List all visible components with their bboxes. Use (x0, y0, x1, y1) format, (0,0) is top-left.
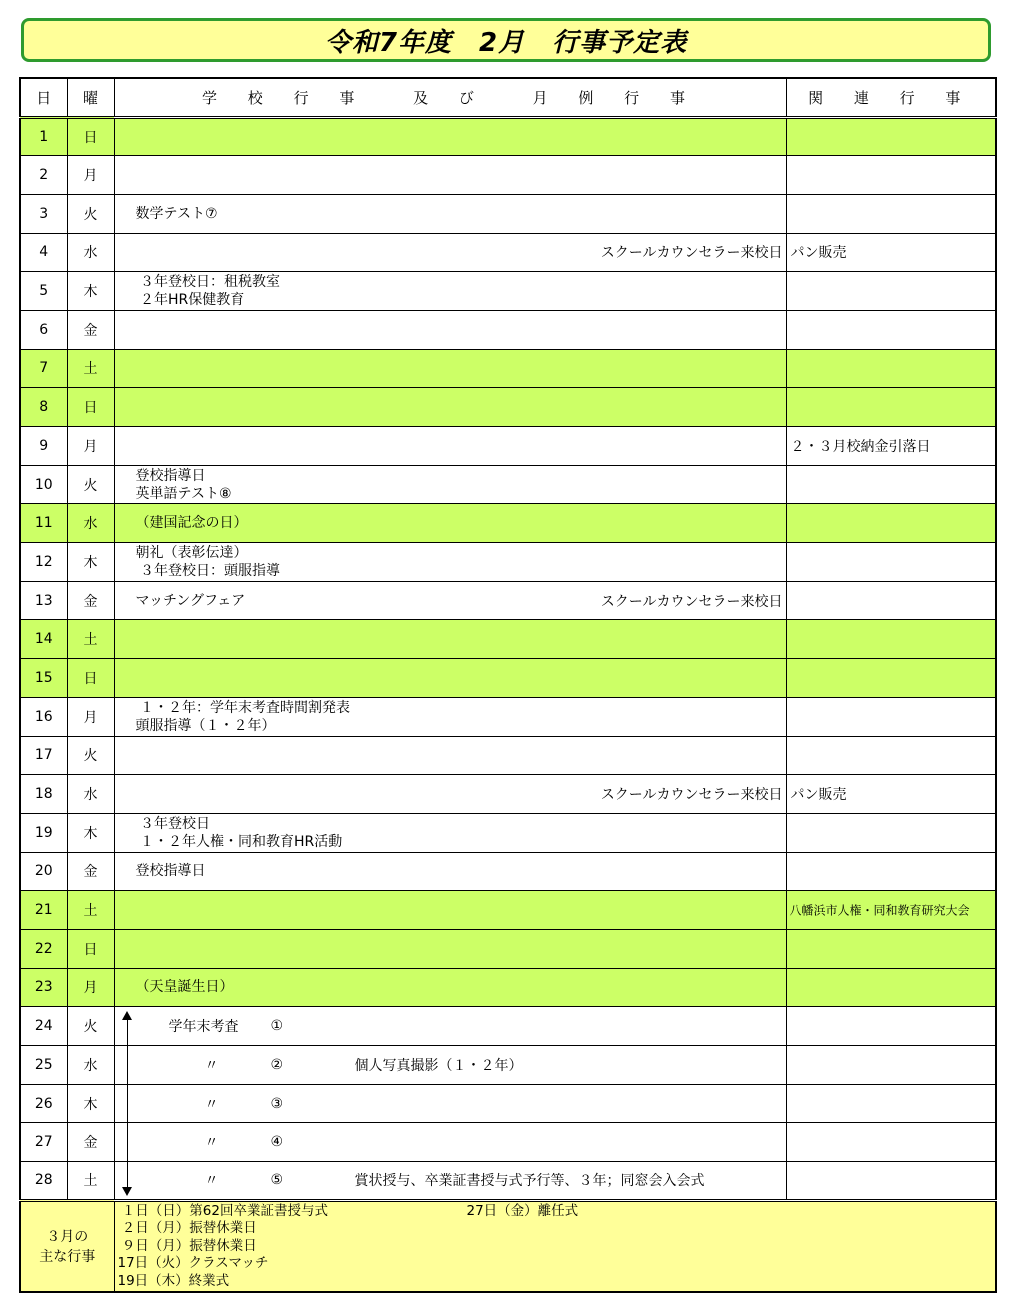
weekday: 火 (67, 465, 114, 504)
related-event-cell (786, 659, 996, 698)
event-text: ３年登校日 １・２年人権・同和教育HR活動 (139, 815, 343, 850)
school-event-cell (114, 349, 786, 388)
day-number: 13 (20, 581, 67, 620)
day-row (20, 891, 996, 930)
day-row (20, 504, 996, 543)
related-event-cell (786, 465, 996, 504)
related-event-cell (786, 310, 996, 349)
day-row (20, 349, 996, 388)
day-row (20, 1084, 996, 1123)
exam-number: ② (270, 1056, 284, 1073)
day-number: 2 (20, 156, 67, 195)
day-number: 22 (20, 929, 67, 968)
day-row (20, 156, 996, 195)
event-text: マッチングフェア (135, 592, 246, 609)
school-event-cell (114, 1084, 786, 1123)
weekday: 月 (67, 427, 114, 466)
day-number: 12 (20, 543, 67, 582)
exam-label: 〃 (204, 1173, 219, 1190)
related-event-cell (786, 929, 996, 968)
related-event-cell (786, 349, 996, 388)
school-event-cell (114, 1162, 786, 1201)
weekday: 水 (67, 233, 114, 272)
weekday: 水 (67, 775, 114, 814)
day-row (20, 233, 996, 272)
page-title: 令和7年度 2月 行事予定表 (324, 27, 688, 58)
day-row (20, 117, 996, 156)
weekday: 木 (67, 1084, 114, 1123)
weekday: 金 (67, 852, 114, 891)
related-event-cell (786, 543, 996, 582)
weekday: 月 (67, 968, 114, 1007)
day-number: 1 (20, 117, 67, 156)
day-number: 3 (20, 194, 67, 233)
weekday: 土 (67, 349, 114, 388)
weekday: 金 (67, 1123, 114, 1162)
related-event-text: 八幡浜市人権・同和教育研究大会 (789, 903, 970, 918)
day-number: 17 (20, 736, 67, 775)
day-number: 20 (20, 852, 67, 891)
day-number: 15 (20, 659, 67, 698)
related-event-cell (786, 233, 996, 272)
related-event-cell (786, 581, 996, 620)
day-number: 21 (20, 891, 67, 930)
day-row (20, 465, 996, 504)
weekday: 土 (67, 1162, 114, 1201)
related-event-cell (786, 1084, 996, 1123)
exam-extra: 賞状授与、卒業証書授与式予行等、３年；同窓会入会式 (354, 1173, 705, 1190)
day-row (20, 1162, 996, 1201)
weekday: 火 (67, 194, 114, 233)
school-event-cell (114, 1046, 786, 1085)
school-event-cell (114, 1123, 786, 1162)
school-event-cell (114, 465, 786, 504)
related-event-text: ２・３月校納金引落日 (790, 438, 931, 455)
day-number: 5 (20, 272, 67, 311)
school-event-cell (114, 272, 786, 311)
related-event-cell (786, 968, 996, 1007)
weekday: 火 (67, 1007, 114, 1046)
weekday: 土 (67, 620, 114, 659)
day-row (20, 852, 996, 891)
event-text: 登校指導日 英単語テスト⑧ (135, 467, 232, 502)
school-event-cell (114, 504, 786, 543)
event-text: １・２年：学年末考査時間割発表 頭服指導（１・２年） (135, 699, 350, 734)
related-event-cell (786, 427, 996, 466)
day-number: 27 (20, 1123, 67, 1162)
day-row (20, 1046, 996, 1085)
day-number: 16 (20, 697, 67, 736)
related-event-cell (786, 775, 996, 814)
day-number: 28 (20, 1162, 67, 1201)
school-event-cell (114, 852, 786, 891)
event-text: （天皇誕生日） (135, 979, 234, 996)
march-label-text: ３月の 主な行事 (39, 1228, 96, 1265)
header-row (20, 78, 996, 117)
march-event-right: 27日（金）離任式 (466, 1202, 579, 1219)
weekday: 火 (67, 736, 114, 775)
day-number: 9 (20, 427, 67, 466)
exam-label: 〃 (204, 1096, 219, 1113)
weekday: 日 (67, 388, 114, 427)
day-row (20, 620, 996, 659)
day-number: 23 (20, 968, 67, 1007)
related-event-cell (786, 156, 996, 195)
day-row (20, 775, 996, 814)
related-event-cell (786, 1007, 996, 1046)
day-row (20, 659, 996, 698)
school-event-cell (114, 310, 786, 349)
weekday: 水 (67, 1046, 114, 1085)
day-row (20, 813, 996, 852)
related-event-cell (786, 620, 996, 659)
day-row (20, 697, 996, 736)
day-row (20, 310, 996, 349)
day-row (20, 1123, 996, 1162)
related-event-cell (786, 1046, 996, 1085)
header-school-events: 学 校 行 事 及 び 月 例 行 事 (114, 78, 786, 117)
exam-period-arrow (122, 1011, 134, 1196)
header-day: 日 (20, 78, 67, 117)
exam-number: ④ (270, 1134, 284, 1151)
school-event-cell (114, 388, 786, 427)
related-event-cell (786, 697, 996, 736)
related-event-cell (786, 388, 996, 427)
day-number: 26 (20, 1084, 67, 1123)
school-event-cell (114, 581, 786, 620)
schedule-table (19, 77, 997, 1293)
weekday: 日 (67, 659, 114, 698)
event-text: （建国記念の日） (135, 515, 248, 532)
day-number: 19 (20, 813, 67, 852)
related-event-cell (786, 1123, 996, 1162)
event-text: 登校指導日 (135, 863, 206, 880)
related-event-cell (786, 272, 996, 311)
weekday: 木 (67, 272, 114, 311)
school-event-cell (114, 1007, 786, 1046)
school-event-cell (114, 736, 786, 775)
school-event-cell (114, 117, 786, 156)
day-number: 18 (20, 775, 67, 814)
related-event-text: パン販売 (790, 245, 847, 262)
event-text: ３年登校日：租税教室 ２年HR保健教育 (139, 274, 280, 309)
counselor-text: スクールカウンセラー来校日 (600, 787, 783, 804)
school-event-cell (114, 813, 786, 852)
day-row (20, 968, 996, 1007)
school-event-cell (114, 775, 786, 814)
school-event-cell (114, 968, 786, 1007)
day-number: 10 (20, 465, 67, 504)
school-event-cell (114, 194, 786, 233)
exam-label: 〃 (204, 1135, 219, 1152)
day-row (20, 581, 996, 620)
school-event-cell (114, 427, 786, 466)
school-event-cell (114, 156, 786, 195)
header-related-events: 関 連 行 事 (786, 78, 996, 117)
march-label (20, 1200, 114, 1292)
day-number: 7 (20, 349, 67, 388)
day-number: 14 (20, 620, 67, 659)
day-number: 6 (20, 310, 67, 349)
weekday: 木 (67, 813, 114, 852)
related-event-cell (786, 194, 996, 233)
exam-label: 〃 (204, 1057, 219, 1074)
day-number: 25 (20, 1046, 67, 1085)
exam-number: ③ (270, 1095, 284, 1112)
related-event-cell (786, 117, 996, 156)
day-number: 4 (20, 233, 67, 272)
weekday: 月 (67, 156, 114, 195)
day-row (20, 543, 996, 582)
counselor-text: スクールカウンセラー来校日 (600, 593, 783, 610)
weekday: 水 (67, 504, 114, 543)
day-row (20, 272, 996, 311)
weekday: 金 (67, 310, 114, 349)
related-event-text: パン販売 (790, 787, 847, 804)
exam-extra: 個人写真撮影（１・２年） (354, 1057, 523, 1074)
weekday: 木 (67, 543, 114, 582)
weekday: 日 (67, 117, 114, 156)
related-event-cell (786, 736, 996, 775)
school-event-cell (114, 659, 786, 698)
related-event-cell (786, 1162, 996, 1201)
day-row (20, 736, 996, 775)
day-row (20, 388, 996, 427)
day-row (20, 929, 996, 968)
day-number: 11 (20, 504, 67, 543)
page-title-box (21, 18, 991, 62)
schedule-body (20, 117, 996, 1200)
counselor-text: スクールカウンセラー来校日 (600, 245, 783, 262)
day-number: 8 (20, 388, 67, 427)
related-event-cell (786, 891, 996, 930)
school-event-cell (114, 697, 786, 736)
weekday: 月 (67, 697, 114, 736)
school-event-cell (114, 620, 786, 659)
day-row (20, 194, 996, 233)
arrow-line (127, 1017, 128, 1190)
school-event-cell (114, 929, 786, 968)
weekday: 金 (67, 581, 114, 620)
exam-number: ⑤ (270, 1172, 284, 1189)
march-content (114, 1200, 996, 1292)
school-event-cell (114, 233, 786, 272)
weekday: 日 (67, 929, 114, 968)
day-row (20, 427, 996, 466)
exam-label: 学年末考査 (168, 1019, 239, 1036)
school-event-cell (114, 543, 786, 582)
day-row (20, 1007, 996, 1046)
related-event-cell (786, 852, 996, 891)
exam-number: ① (270, 1018, 284, 1035)
related-event-cell (786, 504, 996, 543)
related-event-cell (786, 813, 996, 852)
day-number: 24 (20, 1007, 67, 1046)
weekday: 土 (67, 891, 114, 930)
march-events-row (20, 1200, 996, 1292)
header-weekday: 曜 (67, 78, 114, 117)
arrow-down-icon (122, 1187, 132, 1196)
school-event-cell (114, 891, 786, 930)
march-event-list: １日（日）第62回卒業証書授与式 ２日（月）振替休業日 ９日（月）振替休業日 17日（火）クラスマッチ 19日（木）終業式 (117, 1202, 328, 1289)
event-text: 数学テスト⑦ (135, 205, 218, 222)
event-text: 朝礼（表彰伝達） ３年登校日：頭服指導 (135, 544, 280, 579)
